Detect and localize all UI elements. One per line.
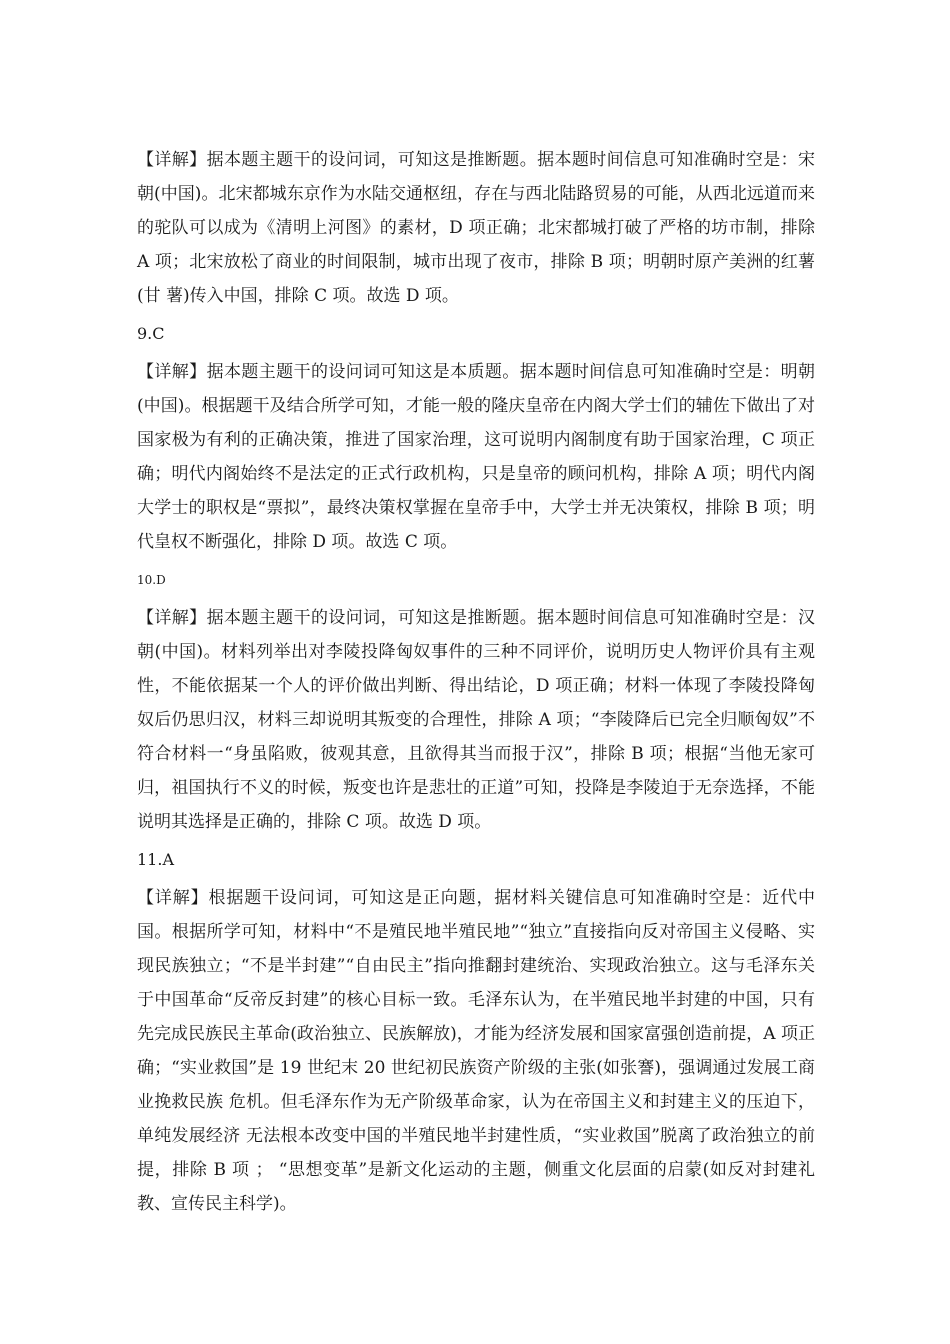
- answer-number-11: 11.A: [137, 850, 174, 869]
- document-page: [137, 143, 815, 1221]
- explanation-paragraph-9: [137, 355, 815, 559]
- answer-number-9: 9.C: [137, 324, 165, 343]
- explanation-label: 【详解】: [137, 150, 207, 170]
- explanation-paragraph-10: [137, 601, 815, 839]
- explanation-text: 据本题主题干的设问词可知这是本质题。据本题时间信息可知准确时空是：明朝(中国)。根据题干及结合所学可知，才能一般的隆庆皇帝在内阁大学士们的辅佐下做出了对国家极为有利的正确决策，推进了国家治理，这可说明内阁制度有助于国家治理，C 项正确；明代内阁始终不是法定的正式行政机构，只是皇帝的顾问机构，排除 A 项；明代内阁大学士的职权是“票拟”，最终决策权掌握在皇帝手中，大学士并无决策权，排除 B 项；明代皇权不断强化，排除 D 项。故选 C 项。: [137, 362, 816, 552]
- explanation-paragraph-8: [137, 143, 815, 313]
- explanation-text: 根据题干设问词，可知这是正向题，据材料关键信息可知准确时空是：近代中国。根据所学可知，材料中“不是殖民地半殖民地”“独立”直接指向反对帝国主义侵略、实现民族独立；“不是半封建”“自由民主”指向推翻封建统治、实现政治独立。这与毛泽东关于中国革命“反帝反封建”的核心目标一致。毛泽东认为，在半殖民地半封建的中国，只有先完成民族民主革命(政治独立、民族解放)，才能为经济发展和国家富强创造前提，A 项正确；“实业救国”是 19 世纪末 20 世纪初民族资产阶级的主张(如张謇)，强调通过发展工商业挽救民族 危机。但毛泽东作为无产阶级革命家，认为在帝国主义和封建主义的压迫下，单纯发展经济 无法根本改变中国的半殖民地半封建性质，“实业救国”脱离了政治独立的前提，排除 B 项 ； “思想变革”是新文化运动的主题，侧重文化层面的启蒙(如反对封建礼教、宣传民主科学)。: [137, 888, 816, 1214]
- explanation-label: 【详解】: [137, 888, 209, 908]
- explanation-label: 【详解】: [137, 608, 207, 628]
- answer-number-10: 10.D: [137, 573, 166, 587]
- explanation-text: 据本题主题干的设问词，可知这是推断题。据本题时间信息可知准确时空是：宋朝(中国)。北宋都城东京作为水陆交通枢纽，存在与西北陆路贸易的可能，从西北远道而来的驼队可以成为《清明上河图》的素材，D 项正确；北宋都城打破了严格的坊市制，排除 A 项；北宋放松了商业的时间限制，城市出现了夜市，排除 B 项；明朝时原产美洲的红薯(甘 薯)传入中国，排除 C 项。故选 D 项。: [137, 150, 816, 306]
- explanation-text: 据本题主题干的设问词，可知这是推断题。据本题时间信息可知准确时空是：汉朝(中国)。材料列举出对李陵投降匈奴事件的三种不同评价，说明历史人物评价具有主观性，不能依据某一个人的评价做出判断、得出结论，D 项正确；材料一体现了李陵投降匈奴后仍思归汉，材料三却说明其叛变的合理性，排除 A 项；“李陵降后已完全归顺匈奴”不符合材料一“身虽陷败，彼观其意，且欲得其当而报于汉”，排除 B 项；根据“当他无家可归，祖国执行不义的时候，叛变也许是悲壮的正道”可知，投降是李陵迫于无奈选择，不能说明其选择是正确的，排除 C 项。故选 D 项。: [137, 608, 816, 832]
- explanation-paragraph-11: [137, 881, 815, 1221]
- explanation-label: 【详解】: [137, 362, 207, 382]
